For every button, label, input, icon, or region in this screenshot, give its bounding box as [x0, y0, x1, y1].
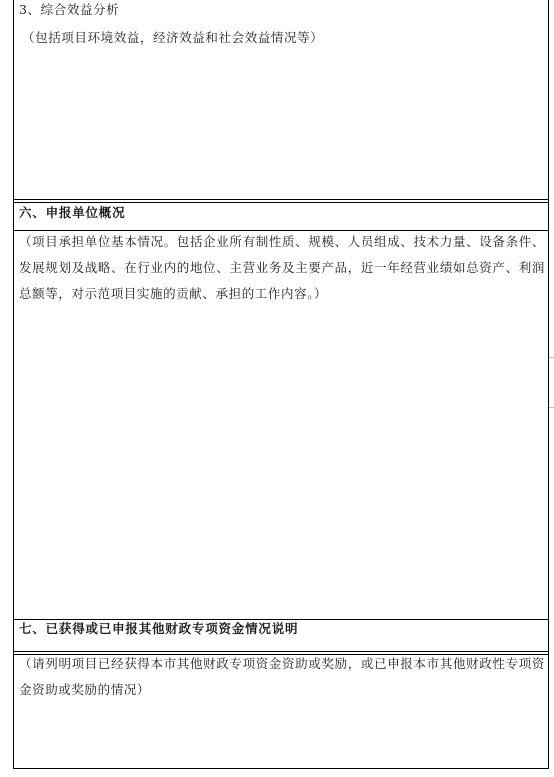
section-3-note: （包括项目环境效益，经济效益和社会效益情况等） — [22, 30, 324, 45]
section-6-note: （项目承担单位基本情况。包括企业所有制性质、规模、人员组成、技术力量、设备条件、发展规划及战略、在行业内的地位、主营业务及主要产品，近一年经营业绩如总资产、利润总额等，对示范项目实施的贡献、承担的工作内容。） — [19, 234, 545, 301]
section-3-title: 3、综合效益分析 — [19, 2, 120, 17]
margin-tick — [549, 407, 554, 408]
section-7-note: （请列明项目已经获得本市其他财政专项资金资助或奖励，或已申报本市其他财政性专项资金资助或奖励的情况） — [19, 656, 545, 697]
section-3-cell — [14, 0, 548, 200]
section-6-body-cell — [14, 231, 548, 619]
application-form-table — [13, 0, 549, 769]
section-7-header-cell — [14, 620, 548, 652]
section-7-title: 七、已获得或已申报其他财政专项资金情况说明 — [19, 621, 299, 636]
section-6-header-cell — [14, 203, 548, 231]
section-7-body-cell — [14, 655, 548, 769]
section-6-title: 六、申报单位概况 — [19, 205, 126, 220]
margin-tick — [549, 357, 554, 358]
